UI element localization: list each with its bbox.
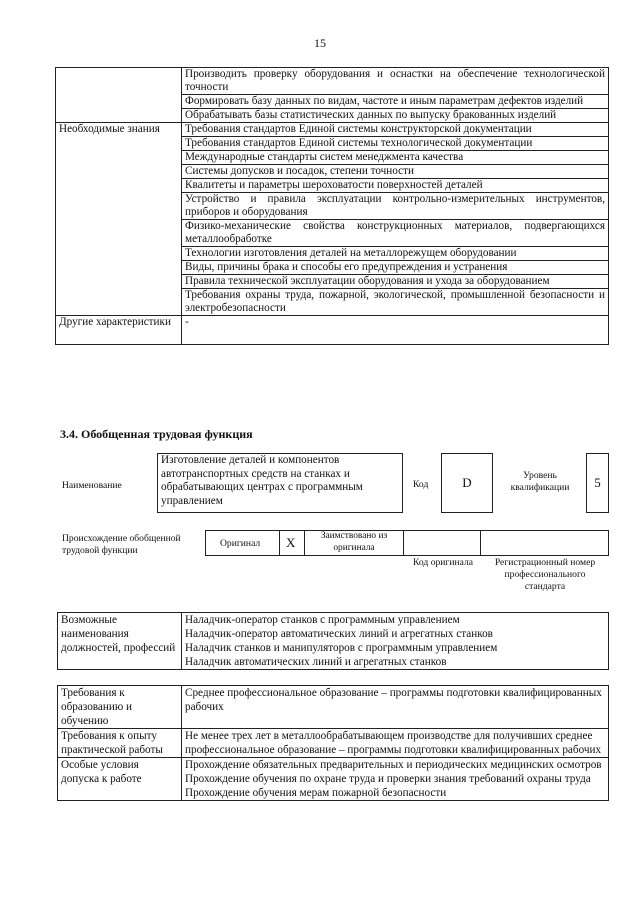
education-label: Требования к образованию и обучению <box>58 686 182 729</box>
education-cell <box>182 686 609 729</box>
requirement-line: Прохождение обучения по охране труда и проверки знания требований охраны труда <box>185 773 591 785</box>
table-row <box>58 729 609 758</box>
knowledge-cell: Устройство и правила эксплуатации контрольно-измерительных инструментов, приборов и оборудования <box>182 193 609 220</box>
empty-label-cell <box>56 68 182 123</box>
requirement-line: Не менее трех лет в металлообрабатывающем производстве для получивших среднее профессиональное образование – программы подготовки квалифицированных рабочих <box>185 730 602 756</box>
code-original-caption: Код оригинала <box>412 557 474 568</box>
experience-label: Требования к опыту практической работы <box>58 729 182 758</box>
position-item: Наладчик-оператор автоматических линий и агрегатных станков <box>185 628 493 640</box>
origin-label: Происхождение обобщенной трудовой функции <box>62 533 181 556</box>
divider <box>279 530 280 556</box>
knowledge-cell: Системы допусков и посадок, степени точности <box>182 165 609 179</box>
borrowed-label: Заимствовано из оригинала <box>320 531 388 553</box>
table-row <box>58 758 609 801</box>
special-conditions-label: Особые условия допуска к работе <box>58 758 182 801</box>
position-item: Наладчик автоматических линий и агрегатных станков <box>185 656 447 668</box>
knowledge-cell: Требования стандартов Единой системы конструкторской документации <box>182 123 609 137</box>
positions-label: Возможные наименования должностей, профессий <box>58 613 182 670</box>
section-title: 3.4. Обобщенная трудовая функция <box>60 427 253 441</box>
requirement-line: Прохождение обязательных предварительных и периодических медицинских осмотров <box>185 759 602 771</box>
table-row <box>56 123 609 137</box>
positions-table <box>57 612 609 670</box>
knowledge-cell: Технологии изготовления деталей на металлорежущем оборудовании <box>182 247 609 261</box>
knowledge-cell: Виды, причины брака и способы его предупреждения и устранения <box>182 261 609 275</box>
divider <box>480 530 481 556</box>
requirement-line: Прохождение обучения мерам пожарной безопасности <box>185 787 447 799</box>
page-number: 15 <box>314 36 326 50</box>
table-row <box>58 613 609 670</box>
divider <box>304 530 305 556</box>
knowledge-cell: Требования охраны труда, пожарной, экологической, промышленной безопасности и электробезопасности <box>182 289 609 316</box>
skill-cell: Обрабатывать базы статистических данных по выпуску бракованных изделий <box>182 109 609 123</box>
experience-cell <box>182 729 609 758</box>
other-value: - <box>182 316 609 345</box>
name-label: Наименование <box>62 480 122 491</box>
knowledge-cell: Международные стандарты систем менеджмента качества <box>182 151 609 165</box>
position-item: Наладчик-оператор станков с программным управлением <box>185 614 460 626</box>
requirements-table <box>57 685 609 801</box>
knowledge-cell: Физико-механические свойства конструкционных материалов, подвергающихся металлообработке <box>182 220 609 247</box>
origin-row <box>205 530 609 556</box>
original-mark: X <box>286 535 296 550</box>
knowledge-label: Необходимые знания <box>56 123 182 316</box>
registration-caption: Регистрационный номер профессионального стандарта <box>494 557 596 592</box>
table-row <box>56 68 609 95</box>
code-value-box: D <box>441 453 493 513</box>
level-value-box: 5 <box>586 453 609 513</box>
requirement-line: Среднее профессиональное образование – программы подготовки квалифицированных рабочих <box>185 687 602 713</box>
function-name-box: Изготовление деталей и компонентов автотранспортных средств на станках и обрабатывающих центрах с программным управлением <box>157 453 403 513</box>
skill-cell: Формировать базу данных по видам, частоте и иным параметрам дефектов изделий <box>182 95 609 109</box>
special-conditions-cell <box>182 758 609 801</box>
table-row <box>56 316 609 345</box>
knowledge-cell: Квалитеты и параметры шероховатости поверхностей деталей <box>182 179 609 193</box>
other-label: Другие характеристики <box>56 316 182 345</box>
level-label: Уровень квалификации <box>510 470 570 493</box>
position-item: Наладчик станков и манипуляторов с программным управлением <box>185 642 498 654</box>
knowledge-table <box>55 67 609 345</box>
divider <box>403 530 404 556</box>
table-row <box>58 686 609 729</box>
knowledge-cell: Правила технической эксплуатации оборудования и ухода за оборудованием <box>182 275 609 289</box>
positions-cell <box>182 613 609 670</box>
skill-cell: Производить проверку оборудования и оснастки на обеспечение технологической точности <box>182 68 609 95</box>
code-label: Код <box>413 479 429 490</box>
original-label: Оригинал <box>220 538 261 549</box>
knowledge-cell: Требования стандартов Единой системы технологической документации <box>182 137 609 151</box>
